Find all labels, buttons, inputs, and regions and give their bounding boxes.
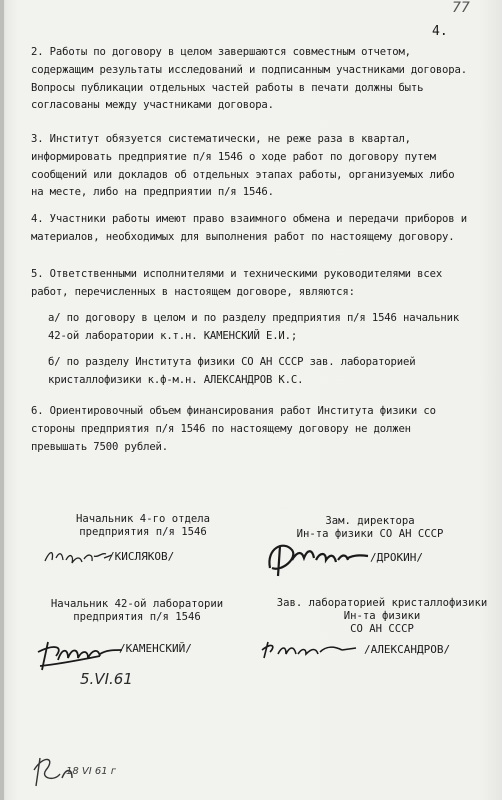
handwritten-small-note: 18 VI 61 г [66, 766, 117, 777]
signature-title-dept4-head: Начальник 4-го отдела предприятия п/я 1546 [76, 513, 210, 538]
signature-title-crystal-lab-head: Зав. лабораторией кристаллофизики Ин-та физики СО АН СССР [276, 597, 488, 635]
signature-title-lab42-head: Начальник 42-ой лаборатории предприятия п/я 1546 [50, 598, 224, 623]
page-edge-shadow [0, 0, 4, 800]
paragraph-4: 4. Участники работы имеют право взаимного обмена и передачи приборов и материалов, необходимых для выполнения работ по настоящему договору. [31, 213, 467, 243]
signature-name-aleksandrov: /АЛЕКСАНДРОВ/ [364, 643, 451, 656]
signature-name-drokin: /ДРОКИН/ [370, 551, 423, 564]
paragraph-5a: а/ по договору в целом и по разделу предприятия п/я 1546 начальник 42-ой лаборатории к.т.н. КАМЕНСКИЙ Е.И.; [48, 312, 460, 342]
signature-name-kamensky: /КАМЕНСКИЙ/ [119, 642, 192, 655]
paragraph-6: 6. Ориентировочный объем финансирования работ Института физики со стороны предприятия п/я 1546 по настоящему договору не должен превышать 7500 рублей. [31, 405, 436, 453]
paragraph-2: 2. Работы по договору в целом завершаются совместным отчетом, содержащим результаты исследований и подписанным участниками договора. Вопросы публикации отдельных частей работы в печати должны быть согласованы между участниками договора. [31, 46, 467, 112]
archive-number: 77 [452, 0, 470, 16]
page-number: 4. [432, 24, 448, 39]
handwritten-signature-kislyakov [42, 546, 114, 568]
paragraph-5b: б/ по разделу Института физики СО АН СССР зав. лабораторией кристаллофизики к.ф-м.н. АЛЕКСАНДРОВ К.С. [48, 356, 416, 386]
paragraph-5: 5. Ответственными исполнителями и техническими руководителями всех работ, перечисленных в настоящем договоре, являются: [31, 268, 443, 298]
signature-name-kislyakov: /КИСЛЯКОВ/ [108, 550, 175, 563]
handwritten-date: 5.VI.61 [80, 670, 133, 688]
handwritten-signature-drokin [262, 538, 372, 578]
handwritten-signature-aleksandrov [258, 638, 362, 662]
signature-title-deputy-director: Зам. директора Ин-та физики СО АН СССР [296, 515, 444, 540]
paragraph-3: 3. Институт обязуется систематически, не реже раза в квартал, информировать предприятие п/я 1546 о ходе работ по договору путем сообщений или докладов об отдельных этапах работы, организуемых либо на месте, либо на предприятии п/я 1546. [31, 133, 455, 199]
